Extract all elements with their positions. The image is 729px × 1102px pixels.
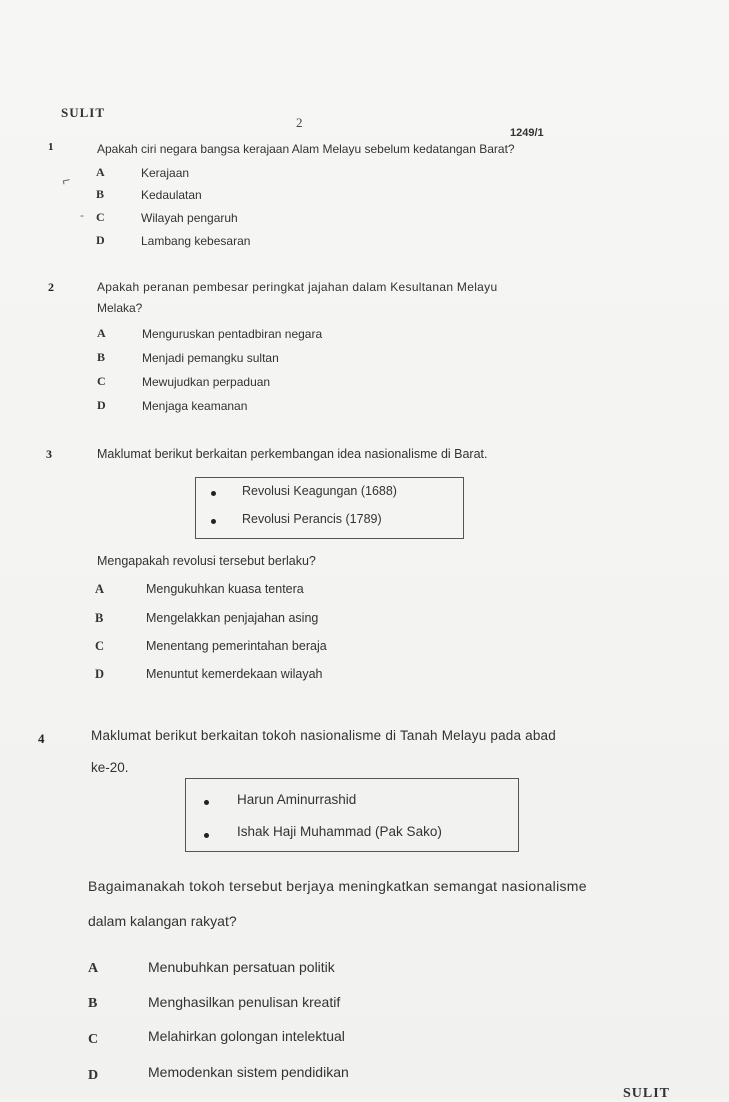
q2-option-c-letter: C bbox=[97, 374, 106, 388]
q4-option-c-letter: C bbox=[88, 1032, 99, 1047]
q4-option-a-text: Menubuhkan persatuan politik bbox=[148, 959, 335, 975]
q3-box-item-2: Revolusi Perancis (1789) bbox=[242, 512, 382, 526]
dash-mark: - bbox=[80, 208, 84, 222]
q4-option-a-letter: A bbox=[88, 961, 99, 976]
q1-option-b-letter: B bbox=[96, 187, 105, 201]
header-sulit: SULIT bbox=[61, 105, 106, 120]
q4-option-d-letter: D bbox=[88, 1068, 99, 1083]
q4-option-c-text: Melahirkan golongan intelektual bbox=[148, 1028, 345, 1044]
q4-box-item-1: Harun Aminurrashid bbox=[237, 792, 357, 807]
q3-option-d-text: Menuntut kemerdekaan wilayah bbox=[146, 667, 323, 681]
q4-option-b-letter: B bbox=[88, 996, 98, 1011]
q4-info-box bbox=[185, 778, 519, 852]
q1-option-b-text: Kedaulatan bbox=[141, 188, 202, 202]
q1-option-a-letter: A bbox=[96, 165, 105, 179]
q1-option-d-letter: D bbox=[96, 233, 105, 247]
q1-stem: Apakah ciri negara bangsa kerajaan Alam Melayu sebelum kedatangan Barat? bbox=[97, 142, 515, 156]
bullet bbox=[204, 833, 209, 838]
q3-option-c-letter: C bbox=[95, 639, 105, 653]
page-number: 2 bbox=[296, 115, 303, 130]
paper-code: 1249/1 bbox=[510, 127, 544, 139]
q3-option-b-letter: B bbox=[95, 611, 104, 625]
q4-box-item-2: Ishak Haji Muhammad (Pak Sako) bbox=[237, 824, 442, 839]
q2-stem-line1: Apakah peranan pembesar peringkat jajahan dalam Kesultanan Melayu bbox=[97, 280, 498, 294]
bullet bbox=[204, 800, 209, 805]
q3-option-a-text: Mengukuhkan kuasa tentera bbox=[146, 582, 304, 596]
q2-option-b-letter: B bbox=[97, 350, 106, 364]
q2-stem-line2: Melaka? bbox=[97, 301, 143, 315]
q4-stem-line2: ke-20. bbox=[91, 760, 129, 775]
q3-number: 3 bbox=[46, 447, 52, 461]
q2-option-d-letter: D bbox=[97, 398, 106, 412]
q4-option-d-text: Memodenkan sistem pendidikan bbox=[148, 1064, 349, 1080]
q4-prompt-line1: Bagaimanakah tokoh tersebut berjaya meningkatkan semangat nasionalisme bbox=[88, 878, 587, 894]
q1-number: 1 bbox=[48, 141, 54, 153]
q3-stem: Maklumat berikut berkaitan perkembangan idea nasionalisme di Barat. bbox=[97, 447, 488, 461]
q3-box-item-1: Revolusi Keagungan (1688) bbox=[242, 484, 397, 498]
q4-prompt-line2: dalam kalangan rakyat? bbox=[88, 913, 237, 929]
q3-option-a-letter: A bbox=[95, 582, 105, 596]
q1-option-c-letter: C bbox=[96, 210, 105, 224]
q3-option-c-text: Menentang pemerintahan beraja bbox=[146, 639, 327, 653]
bullet bbox=[211, 491, 216, 496]
q2-option-d-text: Menjaga keamanan bbox=[142, 399, 248, 413]
q4-option-b-text: Menghasilkan penulisan kreatif bbox=[148, 994, 341, 1010]
q1-option-c-text: Wilayah pengaruh bbox=[141, 211, 238, 225]
q2-number: 2 bbox=[48, 280, 54, 294]
q1-option-d-text: Lambang kebesaran bbox=[141, 234, 251, 248]
q4-stem-line1: Maklumat berikut berkaitan tokoh nasionalisme di Tanah Melayu pada abad bbox=[91, 728, 556, 743]
q3-option-d-letter: D bbox=[95, 667, 105, 681]
q3-option-b-text: Mengelakkan penjajahan asing bbox=[146, 611, 319, 625]
q2-option-b-text: Menjadi pemangku sultan bbox=[142, 351, 279, 365]
q2-option-a-letter: A bbox=[97, 326, 106, 340]
bullet bbox=[211, 519, 216, 524]
pen-stroke-mark: ⌐ bbox=[60, 171, 72, 189]
q1-option-a-text: Kerajaan bbox=[141, 166, 190, 180]
q3-prompt: Mengapakah revolusi tersebut berlaku? bbox=[97, 554, 316, 568]
footer-sulit: SULIT bbox=[623, 1086, 671, 1101]
q2-option-c-text: Mewujudkan perpaduan bbox=[142, 375, 271, 389]
q2-option-a-text: Menguruskan pentadbiran negara bbox=[142, 327, 323, 341]
q4-number: 4 bbox=[38, 731, 45, 746]
